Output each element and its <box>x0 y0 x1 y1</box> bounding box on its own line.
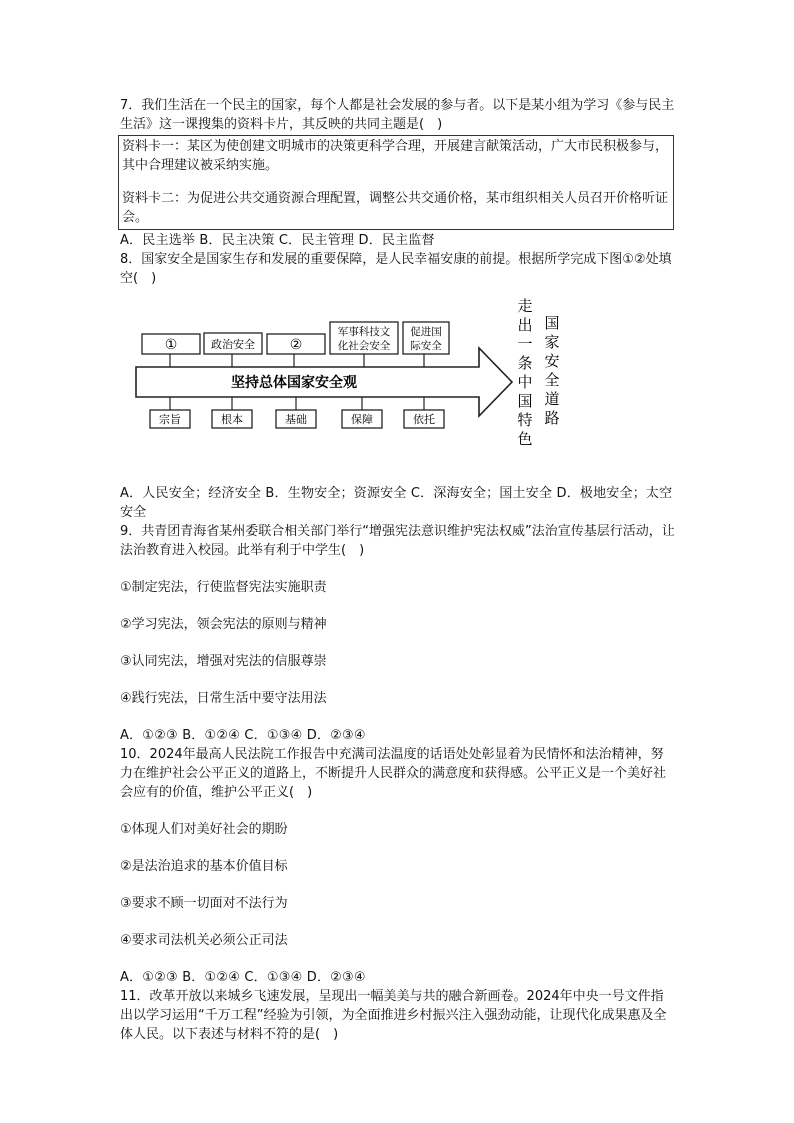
top-box-2-label: 政治安全 <box>211 338 255 351</box>
vertical-right-char: 国 <box>544 314 560 332</box>
diagram-svg <box>134 294 574 484</box>
vertical-left-char: 走 <box>517 297 533 315</box>
vertical-left-char: 特 <box>517 411 533 429</box>
top-box-5 <box>403 322 449 354</box>
bottom-box-3 <box>276 410 316 428</box>
bottom-box-1-label: 宗旨 <box>159 413 181 426</box>
bottom-box-5 <box>404 410 444 428</box>
vertical-right-char: 道 <box>544 390 560 408</box>
question-10-options: A．①②③ B．①②④ C．①③④ D．②③④ <box>120 970 366 985</box>
vertical-right-char: 全 <box>544 371 560 389</box>
document-page <box>120 96 676 1044</box>
question-11-stem: 11．改革开放以来城乡飞速发展，呈现出一幅美美与共的融合新画卷。2024年中央一号文件指出以学习运用“千万工程”经验为引领，为全面推进乡村振兴注入强劲动能，让现代化成果惠及全体人民。以下表述与材料不符的是( ) <box>120 989 667 1042</box>
question-9-item-4: ④践行宪法，日常生活中要守法用法 <box>120 691 327 706</box>
top-box-4-line-1: 军事科技文 <box>337 326 391 338</box>
bottom-box-4 <box>342 410 382 428</box>
bottom-box-4-label: 保障 <box>351 413 373 426</box>
question-10-item-3: ③要求不顾一切面对不法行为 <box>120 896 288 911</box>
top-box-4-line-2: 化社会安全 <box>337 340 391 352</box>
question-9-options: A．①②③ B．①②④ C．①③④ D．②③④ <box>120 728 366 743</box>
vertical-left-char: 国 <box>517 392 533 410</box>
vertical-left-char: 色 <box>517 430 533 448</box>
material-card-2: 资料卡二：为促进公共交通资源合理配置，调整公共交通价格，某市组织相关人员召开价格听证会。 <box>122 191 669 225</box>
vertical-left-char: 出 <box>517 316 533 334</box>
top-box-1-label: ① <box>164 337 178 353</box>
question-9-item-3: ③认同宪法，增强对宪法的信服尊崇 <box>120 654 327 669</box>
top-box-5-line-2: 际安全 <box>410 340 442 352</box>
question-10-stem: 10．2024年最高人民法院工作报告中充满司法温度的话语处处彰显着为民情怀和法治精神，努力在维护社会公平正义的道路上，不断提升人民群众的满意度和获得感。公平正义是一个美好社会应有的价值，维护公平正义( ) <box>120 747 667 800</box>
top-box-1 <box>142 334 200 354</box>
question-10-item-1: ①体现人们对美好社会的期盼 <box>120 822 288 837</box>
question-8-options: A．人民安全；经济安全 B．生物安全；资源安全 C．深海安全；国土安全 D．极地安全；太空安全 <box>120 486 673 520</box>
bottom-box-1 <box>150 410 190 428</box>
question-9-stem: 9．共青团青海省某州委联合相关部门举行“增强宪法意识维护宪法权威”法治宣传基层行活动，让法治教育进入校园。此举有利于中学生( ) <box>120 524 675 558</box>
vertical-left-char: 中 <box>517 373 533 391</box>
question-10-item-4: ④要求司法机关必须公正司法 <box>120 933 288 948</box>
vertical-right-char: 路 <box>544 409 560 427</box>
top-box-5-line-1: 促进国 <box>410 326 442 338</box>
vertical-text-left <box>517 297 532 448</box>
bottom-box-2-label: 根本 <box>221 413 243 426</box>
top-box-3 <box>267 334 325 354</box>
arrow-label: 坚持总体国家安全观 <box>231 375 357 391</box>
question-8-stem: 8．国家安全是国家生存和发展的重要保障，是人民幸福安康的前提。根据所学完成下图①②处填空( ) <box>120 252 672 286</box>
question-10-item-2: ②是法治追求的基本价值目标 <box>120 859 288 874</box>
material-card-1: 资料卡一：某区为使创建文明城市的决策更科学合理，开展建言献策活动，广大市民积极参与，其中合理建议被采纳实施。 <box>122 139 669 173</box>
bottom-box-3-label: 基础 <box>285 413 307 426</box>
vertical-right-char: 家 <box>544 333 560 351</box>
vertical-left-char: 条 <box>517 354 533 372</box>
top-box-4 <box>330 322 398 354</box>
question-9-item-2: ②学习宪法，领会宪法的原则与精神 <box>120 617 327 632</box>
vertical-text-right <box>544 314 559 427</box>
bottom-box-5-label: 依托 <box>413 413 435 426</box>
national-security-diagram <box>120 294 676 484</box>
vertical-left-char: 一 <box>517 335 533 353</box>
question-7-stem: 7．我们生活在一个民主的国家，每个人都是社会发展的参与者。以下是某小组为学习《参与民主生活》这一课搜集的资料卡片，其反映的共同主题是( ) <box>120 98 675 132</box>
question-9-item-1: ①制定宪法，行使监督宪法实施职责 <box>120 580 327 595</box>
material-card-box <box>118 135 674 230</box>
top-box-2 <box>204 333 262 354</box>
question-7-options: A．民主选举 B．民主决策 C．民主管理 D．民主监督 <box>120 233 435 248</box>
bottom-box-2 <box>212 410 252 428</box>
top-box-3-label: ② <box>289 337 303 353</box>
vertical-right-char: 安 <box>544 352 560 370</box>
